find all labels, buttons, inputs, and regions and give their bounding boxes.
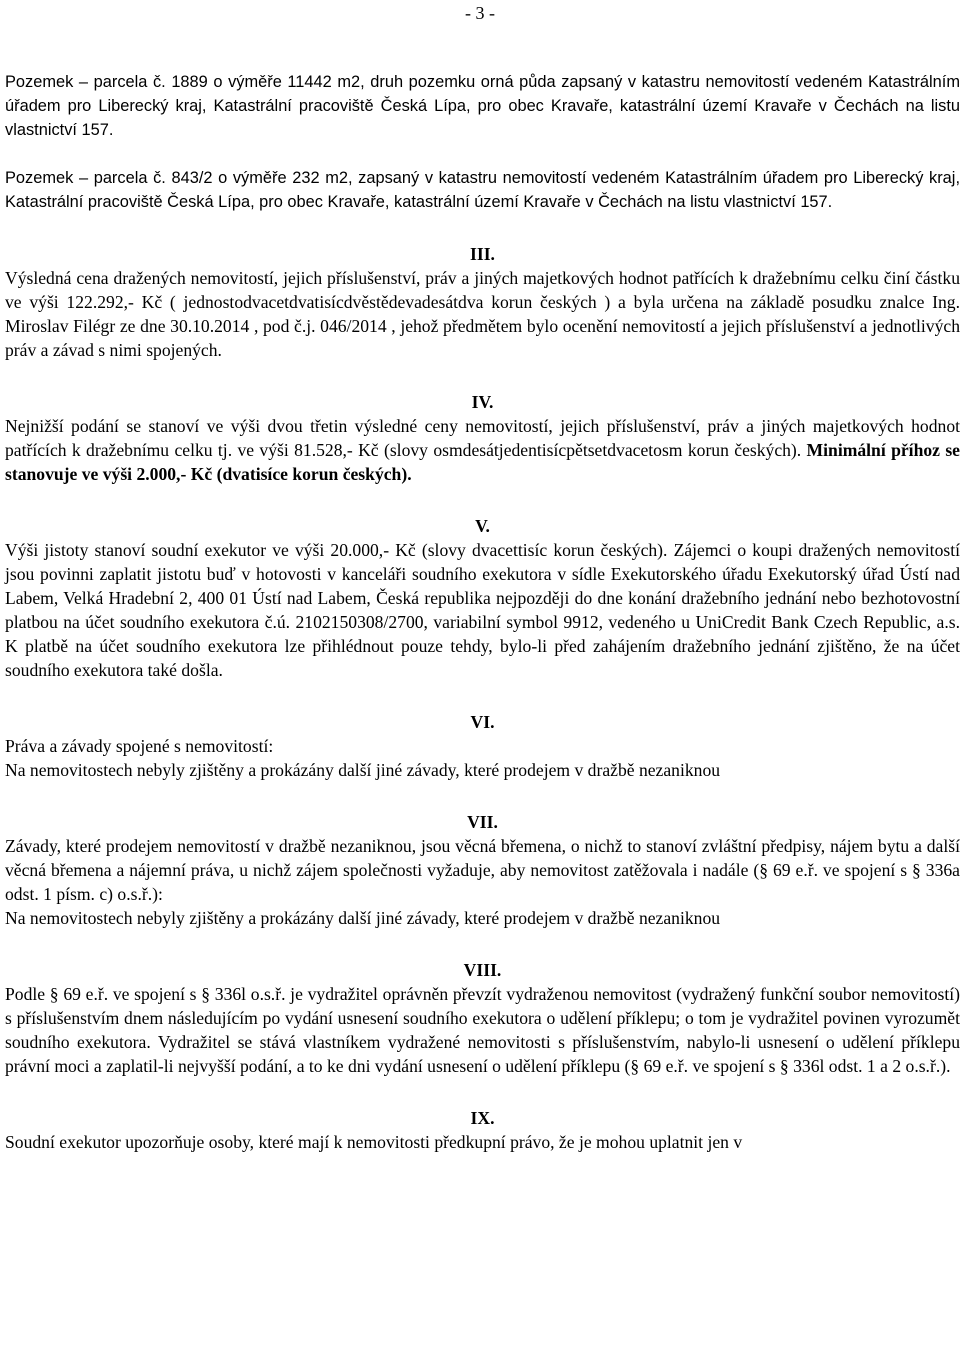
section-iv-paragraph (5, 414, 960, 486)
document-body (5, 70, 960, 1154)
parcel-1889-paragraph: Pozemek – parcela č. 1889 o výměře 11442 m2, druh pozemku orná půda zapsaný v katastru nemovitostí vedeném Katastrálním úřadem pro Liberecký kraj, Katastrální pracoviště Česká Lípa, pro obec Kravaře, katastrální území Kravaře v Čechách na listu vlastnictví 157. (5, 73, 960, 139)
section-vii-text-2: Na nemovitostech nebyly zjištěny a prokázány další jiné závady, které prodejem v dražbě nezaniknou (5, 908, 721, 928)
section-v-heading: V. (475, 516, 490, 536)
section-iv-heading: IV. (471, 392, 494, 412)
section-iii-text: Výsledná cena dražených nemovitostí, jejich příslušenství, práv a jiných majetkových hodnot patřících k dražebnímu celku činí částku ve výši 122.292,- Kč ( jednostodvacetdvatisícdvěstědevadesátdva korun českých ) a byla určena na základě posudku znalce Ing. Miroslav Filégr ze dne 30.10.2014 , pod č.j. 046/2014 , jehož předmětem bylo ocenění nemovitostí a jejich příslušenství a jednotlivých práv a závad s nimi spojených. (5, 268, 960, 360)
section-vii-heading: VII. (467, 812, 498, 832)
section-vi-heading: VI. (470, 712, 495, 732)
section-viii-text: Podle § 69 e.ř. ve spojení s § 336l o.s.ř. je vydražitel oprávněn převzít vydraženou nemovitost (vydražený funkční soubor nemovitostí) s příslušenstvím dnem následujícím po vydání usnesení soudního exekutora o udělení příklepu; o tom je vydražitel povinen vyrozumět soudního exekutora. Vydražitel se stává vlastníkem vydražené nemovitosti s příslušenstvím, nabylo-li usnesení o udělení příklepu právní moci a zaplatil-li nejvyšší podání, a to ke dni vydání usnesení o udělení příklepu (§ 69 e.ř. ve spojení s § 336l odst. 1 a 2 o.s.ř.). (5, 984, 960, 1076)
section-iii-heading: III. (470, 244, 495, 264)
minimum-bid-increment: Minimální příhoz se stanovuje ve výši 2.000,- Kč (dvatisíce korun českých). (5, 440, 960, 484)
section-iv-text: Nejnižší podání se stanoví ve výši dvou třetin výsledné ceny nemovitostí, jejich příslušenství, práv a jiných majetkových hodnot patřících k dražebnímu celku tj. ve výši 81.528,- Kč (slovy osmdesátjedentisícpětsetdvacetosm korun českých). (5, 416, 960, 460)
section-ix-heading: IX. (470, 1108, 495, 1128)
parcel-843-2-paragraph: Pozemek – parcela č. 843/2 o výměře 232 m2, zapsaný v katastru nemovitostí vedeném Katastrálním úřadem pro Liberecký kraj, Katastrální pracoviště Česká Lípa, pro obec Kravaře, katastrální území Kravaře v Čechách na listu vlastnictví 157. (5, 169, 960, 211)
section-ix-text: Soudní exekutor upozorňuje osoby, které mají k nemovitosti předkupní právo, že je mohou uplatnit jen v (5, 1132, 743, 1152)
section-vi-title: Práva a závady spojené s nemovitostí: (5, 736, 274, 756)
section-viii-heading: VIII. (463, 960, 502, 980)
section-v-text: Výši jistoty stanoví soudní exekutor ve výši 20.000,- Kč (slovy dvacettisíc korun českých). Zájemci o koupi dražených nemovitostí jsou povinni zaplatit jistotu buď v hotovosti v kanceláři soudního exekutora v sídle Exekutorského úřadu Exekutorský úřad Ústí nad Labem, Velká Hradební 2, 400 01 Ústí nad Labem, Česká republika nejpozději do dne konání dražebního jednání nebo bezhotovostní platbou na účet soudního exekutora č.ú. 2102150308/2700, variabilní symbol 9912, vedeného u UniCredit Bank Czech Republic, a.s. K platbě na účet soudního exekutora lze přihlédnout pouze tehdy, bylo-li před zahájením dražebního jednání zjištěno, že na účet soudního exekutora také došla. (5, 540, 960, 680)
page-number: - 3 - (465, 3, 495, 23)
section-vi-text: Na nemovitostech nebyly zjištěny a prokázány další jiné závady, které prodejem v dražbě nezaniknou (5, 760, 721, 780)
section-vii-text: Závady, které prodejem nemovitostí v dražbě nezaniknou, jsou věcná břemena, o nichž to stanoví zvláštní předpisy, nájem bytu a další věcná břemena a nájemní práva, u nichž zájem společnosti vyžaduje, aby nemovitost zatěžovala i nadále (§ 69 e.ř. ve spojení s § 336a odst. 1 písm. c) o.s.ř.): (5, 836, 960, 904)
